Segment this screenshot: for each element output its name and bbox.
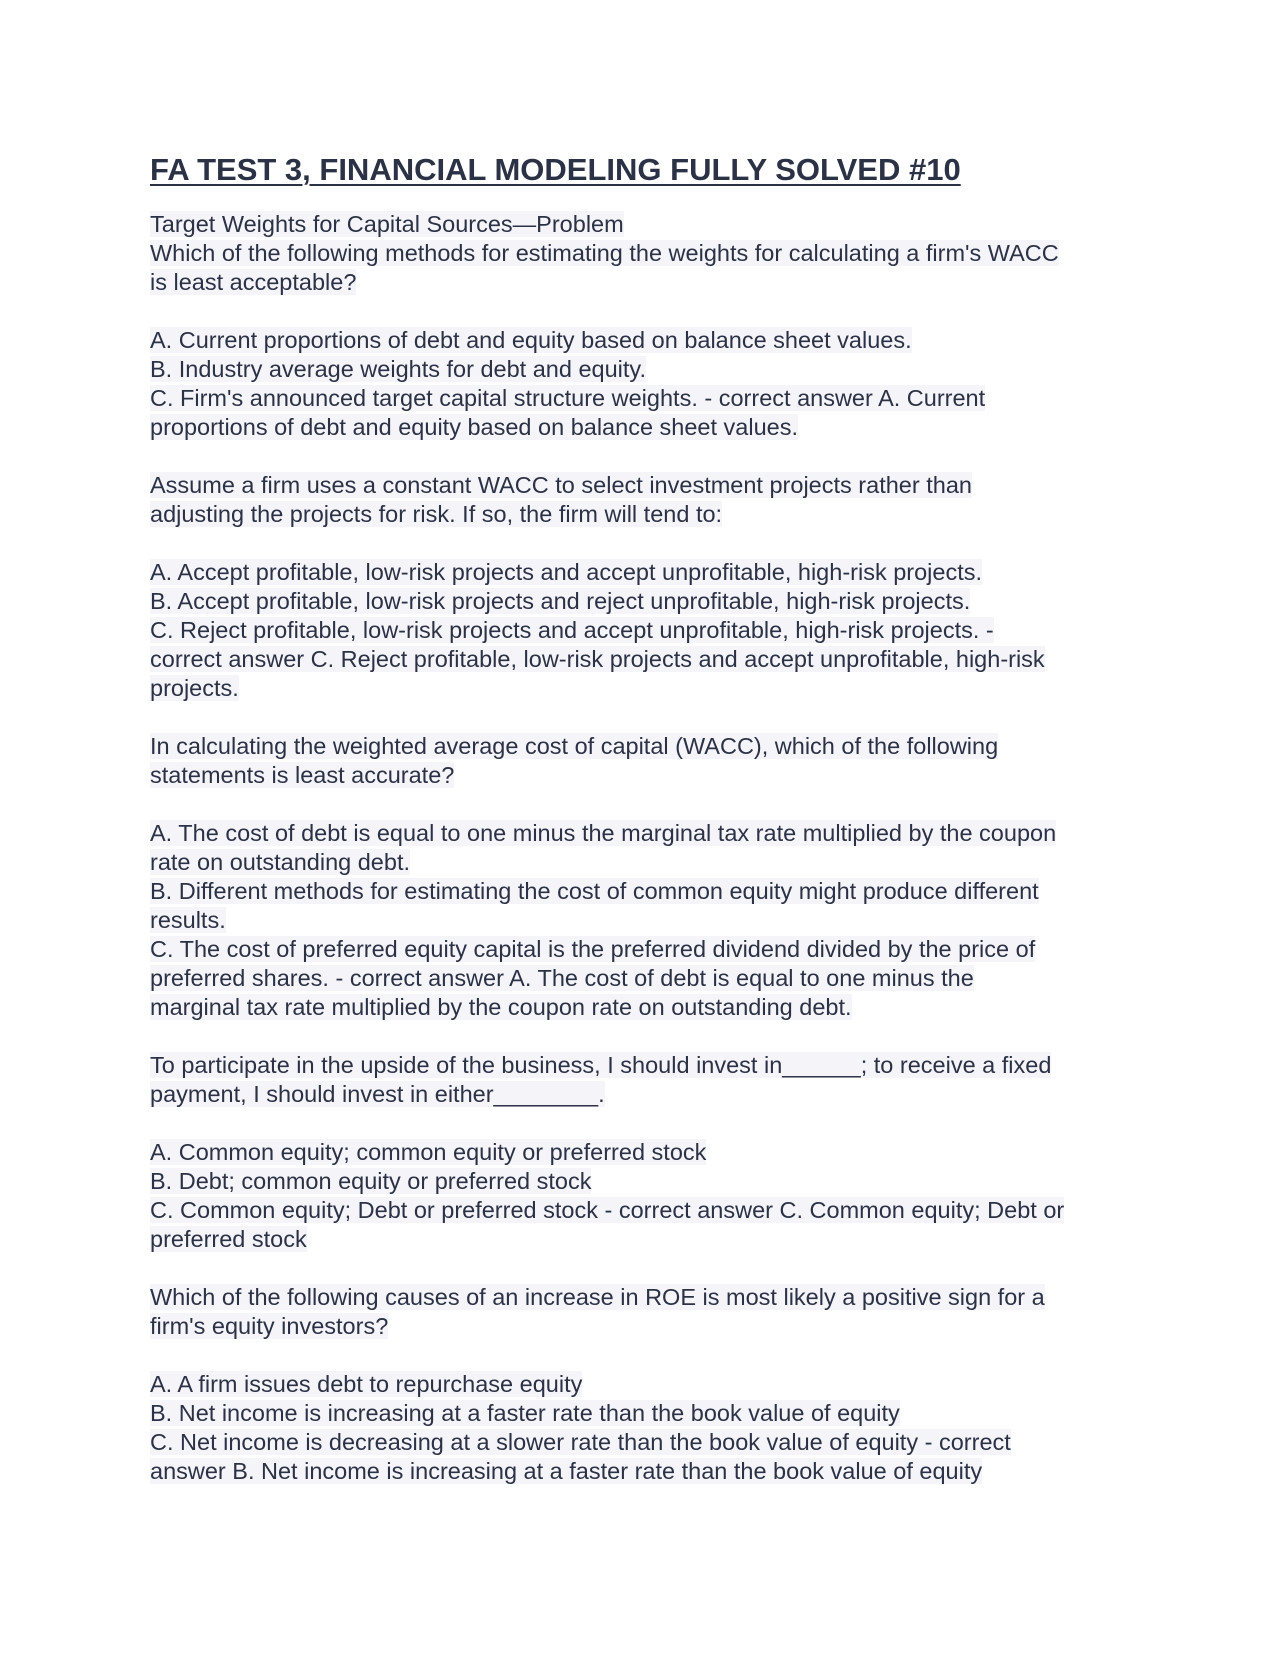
text-line: In calculating the weighted average cost of capital (WACC), which of the following	[150, 733, 999, 759]
text-line: marginal tax rate multiplied by the coupon rate on outstanding debt.	[150, 994, 852, 1020]
text-line: is least acceptable?	[150, 269, 357, 295]
text-line: Target Weights for Capital Sources—Problem	[150, 211, 624, 237]
text-line: rate on outstanding debt.	[150, 849, 411, 875]
text-line: B. Different methods for estimating the cost of common equity might produce different	[150, 878, 1039, 904]
text-line: preferred stock	[150, 1226, 307, 1252]
text-line: A. Accept profitable, low-risk projects and accept unprofitable, high-risk projects.	[150, 559, 983, 585]
document-title: FA TEST 3, FINANCIAL MODELING FULLY SOLVED #10	[150, 152, 961, 187]
text-line: Which of the following methods for estimating the weights for calculating a firm's WACC	[150, 240, 1059, 266]
question-5-stem	[150, 1283, 1140, 1341]
question-2-options	[150, 558, 1140, 703]
text-line: B. Net income is increasing at a faster rate than the book value of equity	[150, 1400, 900, 1426]
text-line: C. Common equity; Debt or preferred stock - correct answer C. Common equity; Debt or	[150, 1197, 1065, 1223]
question-3-stem	[150, 732, 1140, 790]
text-line: B. Accept profitable, low-risk projects and reject unprofitable, high-risk projects.	[150, 588, 971, 614]
question-1-stem	[150, 210, 1140, 297]
question-3-options	[150, 819, 1140, 1022]
text-line: A. The cost of debt is equal to one minus the marginal tax rate multiplied by the coupon	[150, 820, 1057, 846]
text-line: B. Debt; common equity or preferred stock	[150, 1168, 592, 1194]
text-line: firm's equity investors?	[150, 1313, 389, 1339]
text-line: preferred shares. - correct answer A. The cost of debt is equal to one minus the	[150, 965, 974, 991]
text-line: payment, I should invest in either________.	[150, 1081, 605, 1107]
text-line: adjusting the projects for risk. If so, the firm will tend to:	[150, 501, 723, 527]
text-line: A. Current proportions of debt and equity based on balance sheet values.	[150, 327, 912, 353]
question-4-stem	[150, 1051, 1140, 1109]
text-line: C. Reject profitable, low-risk projects and accept unprofitable, high-risk projects. -	[150, 617, 994, 643]
question-4-options	[150, 1138, 1140, 1254]
text-line: B. Industry average weights for debt and equity.	[150, 356, 646, 382]
text-line: C. Firm's announced target capital structure weights. - correct answer A. Current	[150, 385, 986, 411]
text-line: To participate in the upside of the business, I should invest in______; to receive a fixed	[150, 1052, 1052, 1078]
text-line: results.	[150, 907, 226, 933]
question-1-options	[150, 326, 1140, 442]
text-line: Which of the following causes of an increase in ROE is most likely a positive sign for a	[150, 1284, 1045, 1310]
text-line: C. Net income is decreasing at a slower rate than the book value of equity - correct	[150, 1429, 1011, 1455]
question-5-options	[150, 1370, 1140, 1486]
text-line: C. The cost of preferred equity capital is the preferred dividend divided by the price of	[150, 936, 1036, 962]
document-page	[150, 150, 1140, 1515]
text-line: projects.	[150, 675, 239, 701]
text-line: A. A firm issues debt to repurchase equity	[150, 1371, 583, 1397]
text-line: answer B. Net income is increasing at a faster rate than the book value of equity	[150, 1458, 983, 1484]
text-line: A. Common equity; common equity or preferred stock	[150, 1139, 707, 1165]
text-line: statements is least accurate?	[150, 762, 455, 788]
text-line: Assume a firm uses a constant WACC to select investment projects rather than	[150, 472, 972, 498]
text-line: correct answer C. Reject profitable, low-risk projects and accept unprofitable, high-risk	[150, 646, 1045, 672]
text-line: proportions of debt and equity based on balance sheet values.	[150, 414, 799, 440]
question-2-stem	[150, 471, 1140, 529]
